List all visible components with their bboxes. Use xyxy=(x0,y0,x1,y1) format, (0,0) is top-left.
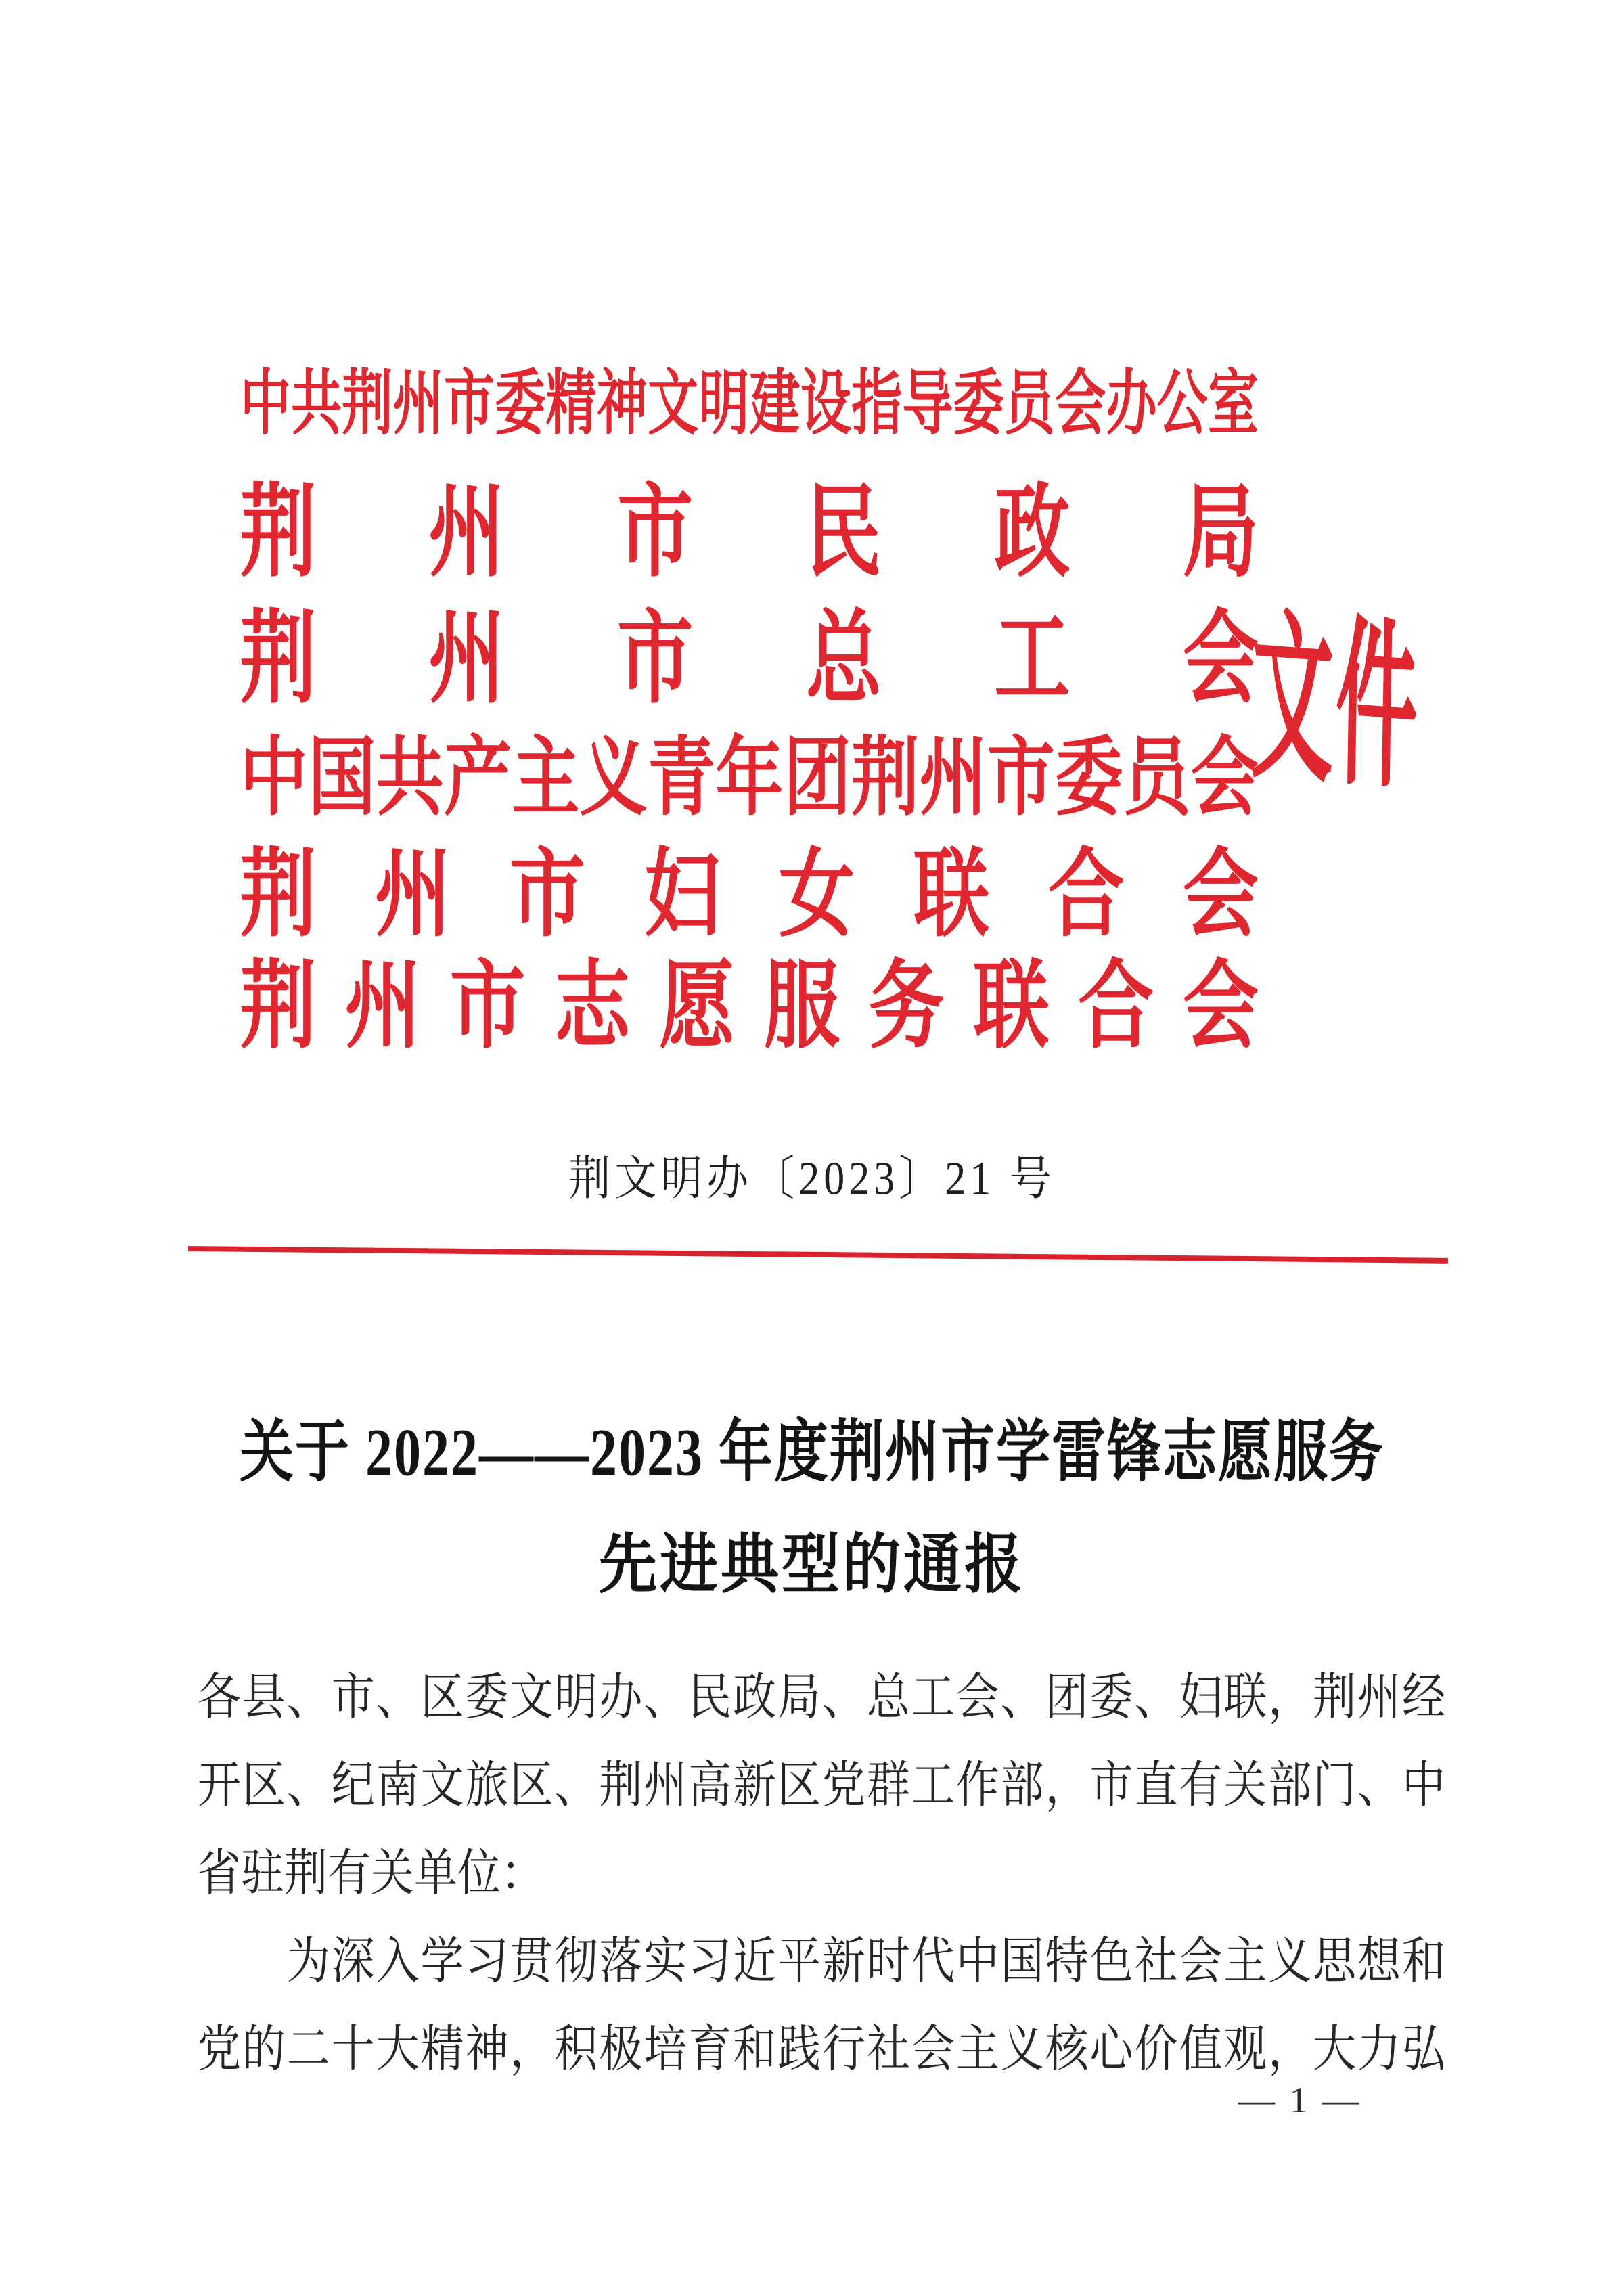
doc-type-label: 文件 xyxy=(1250,598,1422,812)
org-line: 荆州市总工会 xyxy=(240,603,1259,717)
org-line: 荆州市妇女联合会 xyxy=(240,842,1259,949)
body-line: 党的二十大精神，积极培育和践行社会主义核心价值观，大力弘 xyxy=(198,2021,1445,2077)
body-line: 各县、市、区委文明办、民政局、总工会、团委、妇联，荆州经 xyxy=(198,1669,1445,1725)
org-line: 中国共产主义青年团荆州市委员会 xyxy=(240,730,1259,826)
org-line: 荆州市志愿服务联合会 xyxy=(240,954,1259,1060)
body-line: 开区、纪南文旅区、荆州高新区党群工作部，市直有关部门、中 xyxy=(198,1757,1445,1813)
org-line: 中共荆州市委精神文明建设指导委员会办公室 xyxy=(240,365,1259,444)
document-title-line-2: 先进典型的通报 xyxy=(599,1528,1025,1601)
org-line: 荆州市民政局 xyxy=(240,476,1259,590)
doc-number: 荆文明办〔2023〕21 号 xyxy=(568,1153,1056,1205)
red-separator-rule xyxy=(188,1246,1448,1264)
body-line: 为深入学习贯彻落实习近平新时代中国特色社会主义思想和 xyxy=(198,1933,1445,1989)
document-title-line-1: 关于 2022——2023 年度荆州市学雷锋志愿服务 xyxy=(240,1416,1384,1490)
body-line: 省驻荆有关单位： xyxy=(198,1845,544,1901)
page-number: — 1 — xyxy=(1238,2080,1361,2120)
